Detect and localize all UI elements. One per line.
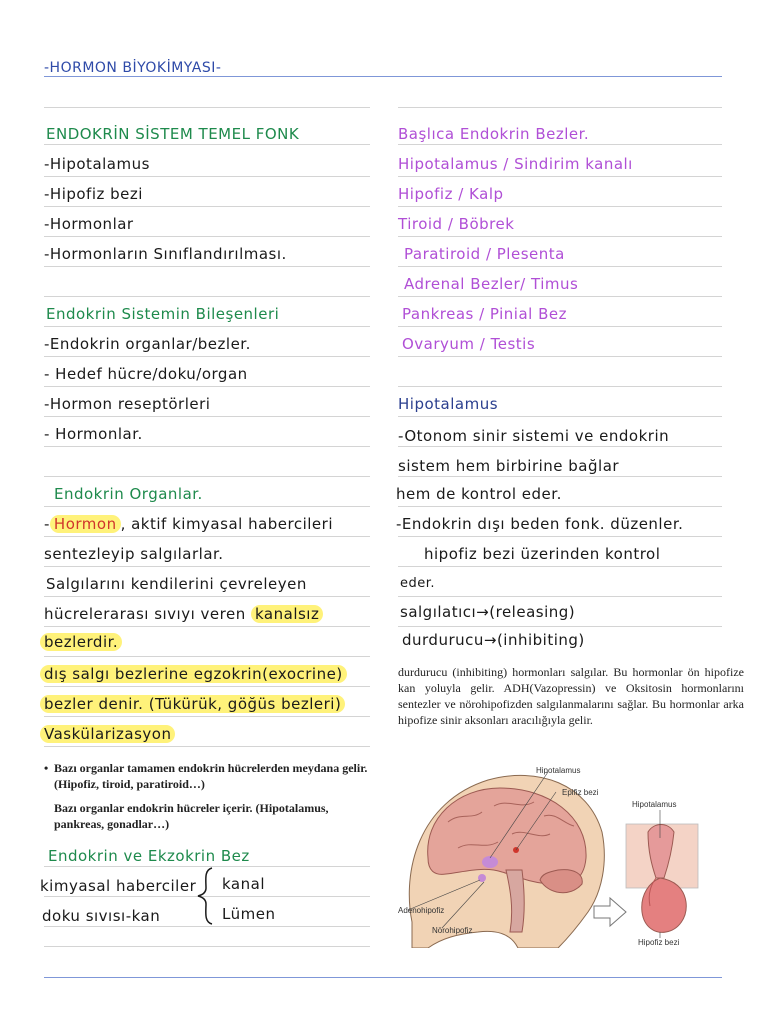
note-line: durdurucu→(inhibiting) <box>402 631 585 649</box>
list-item: -Hormon reseptörleri <box>44 395 211 413</box>
page-title: -HORMON BİYOKİMYASI- <box>44 60 222 76</box>
note-line: - Hormon , aktif kimyasal habercileri <box>44 515 333 533</box>
list-item: -Hormonların Sınıflandırılması. <box>44 245 287 263</box>
label-epifiz: Epifiz bezi <box>562 788 599 797</box>
printed-note-2: Bazı organlar endokrin hücreler içerir. (Hipotalamus, pankreas, gonadlar…) <box>54 801 329 831</box>
note-line: hipofiz bezi üzerinden kontrol <box>424 545 661 563</box>
gland-item: Tiroid / Böbrek <box>398 215 515 233</box>
note-line: hücrelerarası sıvıyı veren kanalsız <box>44 604 323 624</box>
gland-item: Paratiroid / Plesenta <box>404 245 565 263</box>
list-item: - Hormonlar. <box>44 425 143 443</box>
note-line <box>40 632 122 652</box>
label-hipotalamus-inset: Hipotalamus <box>632 800 677 809</box>
label-norohipofiz: Nörohipofiz <box>432 926 473 935</box>
section-title-endocrine-organs: Endokrin Organlar. <box>54 485 203 503</box>
note-line: hem de kontrol eder. <box>396 485 562 503</box>
highlight-bezlerdir: bezlerdir. <box>40 633 122 651</box>
gland-item: Pankreas / Pinial Bez <box>402 305 567 323</box>
section-title-components: Endokrin Sistemin Bileşenleri <box>46 305 280 323</box>
note-line <box>40 694 345 714</box>
brain-anatomy-image <box>398 762 744 948</box>
highlight-vaskularizasyon: Vaskülarizasyon <box>40 725 175 743</box>
printed-paragraph: durdurucu (inhibiting) hormonları salgılar. Bu hormonlar ön hipofize kan yoluyla gelir. ADH(Vazopressin) ve Oksitosin hormonlarını sentezler ve nörohipofizden salgılanmalarını sağlar. Bu hormonlar arka hipofize sinir aksonları aracılığıyla gelir. <box>398 665 744 727</box>
note-line: eder. <box>400 576 436 591</box>
highlight-denir: bezler denir. (Tükürük, göğüs bezleri) <box>40 695 345 713</box>
comparison-endo-2: doku sıvısı-kan <box>42 907 161 925</box>
gland-item: Hipotalamus / Sindirim kanalı <box>398 155 633 173</box>
section-title-hipotalamus: Hipotalamus <box>398 395 499 413</box>
gland-item: Ovaryum / Testis <box>402 335 536 353</box>
label-adenohipofiz: Adenohipofiz <box>398 906 445 915</box>
note-line: sistem hem birbirine bağlar <box>398 457 620 475</box>
gland-item: Hipofiz / Kalp <box>398 185 504 203</box>
section-title-main-glands: Başlıca Endokrin Bezler. <box>398 125 590 143</box>
highlight-kanalsiz: kanalsız <box>251 605 323 623</box>
brace-icon <box>196 866 216 926</box>
note-line <box>40 724 175 744</box>
section-title-basic-functions: ENDOKRİN SİSTEM TEMEL FONK <box>46 125 300 143</box>
note-line: Salgılarını kendilerini çevreleyen <box>46 575 307 593</box>
note-line: -Otonom sinir sistemi ve endokrin <box>398 427 670 445</box>
note-line: sentezleyip salgılarlar. <box>44 545 224 563</box>
list-item: -Hipotalamus <box>44 155 150 173</box>
list-item: -Hipofiz bezi <box>44 185 143 203</box>
printed-note-1: Bazı organlar tamamen endokrin hücrelerden meydana gelir. (Hipofiz, tiroid, paratiroid…) <box>54 761 368 791</box>
label-hipofiz: Hipofiz bezi <box>638 938 680 947</box>
note-line: salgılatıcı→(releasing) <box>400 603 576 621</box>
label-hipotalamus: Hipotalamus <box>536 766 581 775</box>
section-title-endo-exo: Endokrin ve Ekzokrin Bez <box>48 847 250 865</box>
list-item: -Endokrin organlar/bezler. <box>44 335 251 353</box>
comparison-exo-2: Lümen <box>222 905 276 923</box>
highlight-hormon: Hormon <box>50 515 121 533</box>
note-line <box>40 664 347 684</box>
gland-item: Adrenal Bezler/ Timus <box>404 275 579 293</box>
list-item: - Hedef hücre/doku/organ <box>44 365 248 383</box>
comparison-exo-1: kanal <box>222 875 265 893</box>
print-bullet: • <box>44 761 49 775</box>
note-line: -Endokrin dışı beden fonk. düzenler. <box>396 515 684 533</box>
comparison-endo-1: kimyasal haberciler <box>40 877 197 895</box>
list-item: -Hormonlar <box>44 215 134 233</box>
highlight-exocrine: dış salgı bezlerine egzokrin(exocrine) <box>40 665 347 683</box>
